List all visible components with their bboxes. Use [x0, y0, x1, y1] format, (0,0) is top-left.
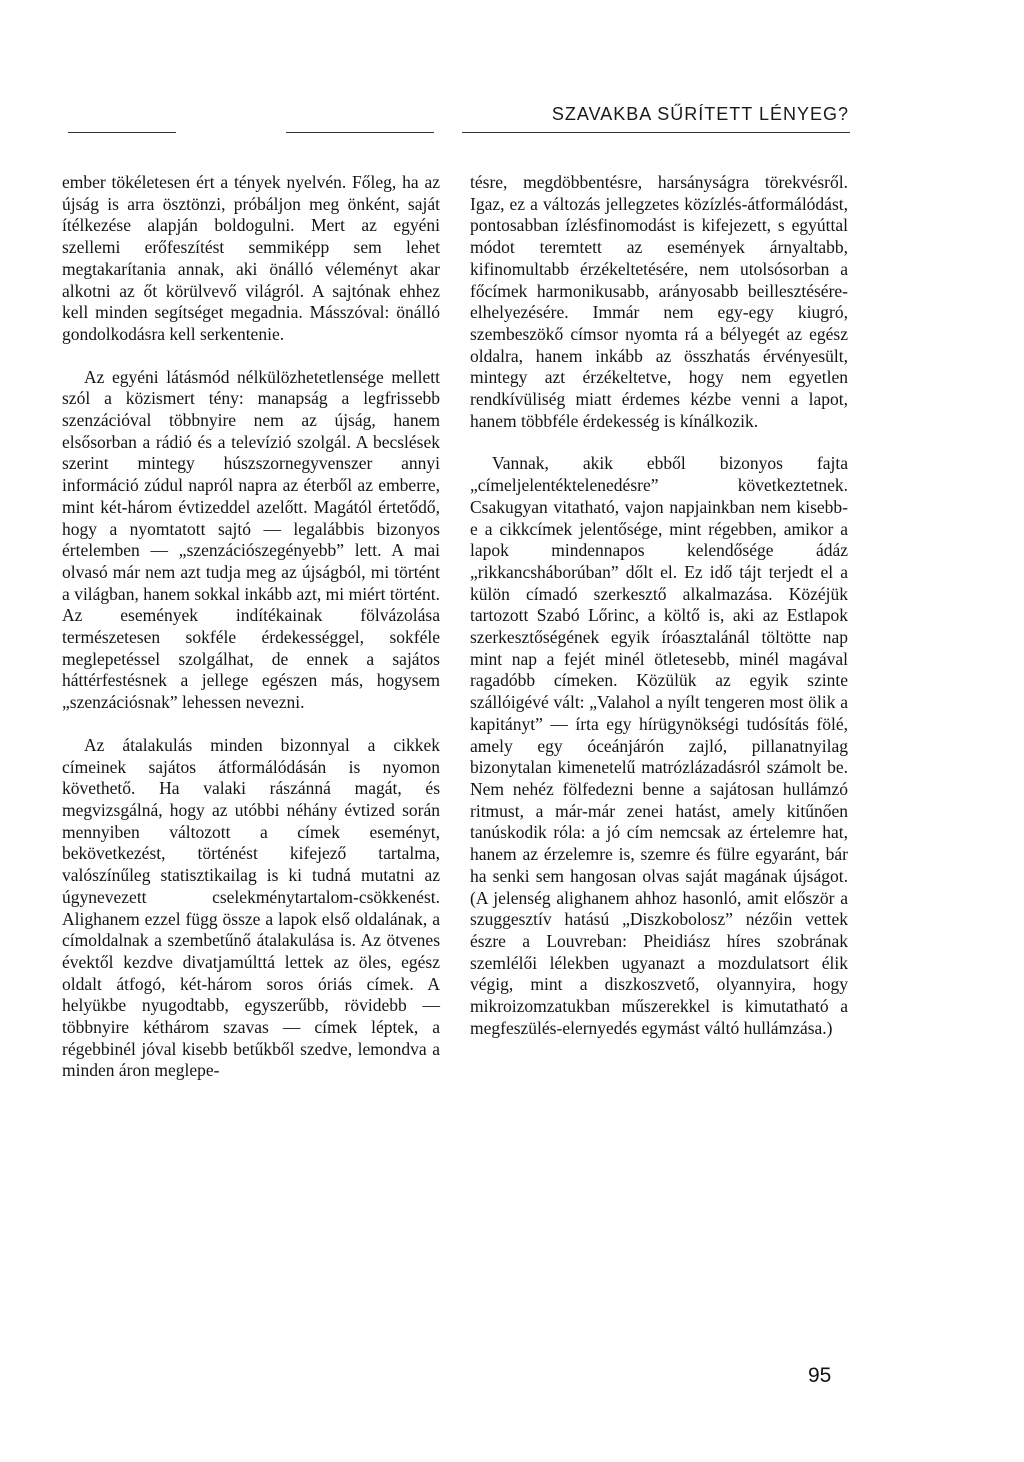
header-rule-segment: [68, 132, 176, 133]
right-text-column: [470, 172, 848, 1039]
paragraph: tésre, megdöbbentésre, harsányságra törekvésről. Igaz, ez a változás jellegzetes közízlés-átformálódást, pontosabban ízlésfinomodást is kifejezett, s egyúttal módot teremtett az események árnyaltabb, kifinomultabb érzékeltetésére, nem utolsósorban a főcímek harmonikusabb, arányosabb beillesztésére-elhelyezésére. Immár nem egy-egy kiugró, szembeszökő címsor nyomta rá a bélyegét az egész oldalra, hanem inkább az összhatás érvényesült, mintegy azt érzékeltetve, hogy nem egyetlen rendkívüliség miatt érdemes kézbe venni a lapot, hanem többféle érdekesség is kínálkozik.: [470, 172, 848, 431]
header-rule-segment: [462, 132, 850, 133]
paragraph: Az átalakulás minden bizonnyal a cikkek címeinek sajátos átformálódásán is nyomon követhető. Ha valaki rászánná magát, és megvizsgálná, hogy az utóbbi néhány évtized során mennyiben változott a címek eseményt, bekövetkezést, történést kifejező tartalma, valószínűleg statisztikailag is ki tudná mutatni az úgynevezett cselekménytartalom-csökkenést. Alighanem ezzel függ össze a lapok első oldalának, a címoldalnak a szembetűnő átalakulása is. Az ötvenes évektől kezdve divatjamúlttá lettek az öles, egész oldalt átfogó, két-három soros óriás címek. A helyükbe nyugodtabb, egyszerűbb, rövidebb — többnyire kéthárom szavas — címek léptek, a régebbinél jóval kisebb betűkből szedve, lemondva a minden áron meglepe-: [62, 734, 440, 1081]
page-number: 95: [808, 1364, 832, 1387]
left-text-column: [62, 172, 440, 1082]
paragraph: Az egyéni látásmód nélkülözhetetlensége mellett szól a közismert tény: manapság a legfrissebb szenzációval többnyire nem az újság, hanem elsősorban a rádió és a televízió szolgál. A becslések szerint mintegy húszszornegyvenszer annyi információ zúdul napról napra az éterből az emberre, mint két-három évtizeddel azelőtt. Magától értetődő, hogy a nyomtatott sajtó — legalábbis bizonyos értelemben — „szenzációszegényebb” lett. A mai olvasó már nem azt tudja meg az újságból, mi történt a világban, hanem sokkal inkább azt, mi miért történt. Az események indítékainak fölvázolása természetesen sokféle érdekességgel, sokféle meglepetéssel szolgálhat, de ennek a sajátos háttérfestésnek a jellege egészen más, hogysem „szenzációsnak” lehessen nevezni.: [62, 366, 440, 713]
running-title: SZAVAKBA SŰRÍTETT LÉNYEG?: [551, 104, 849, 124]
paragraph: Vannak, akik ebből bizonyos fajta „címeljelentéktelenedésre” következtetnek. Csakugyan vitatható, vajon napjainkban nem kisebb-e a cikkcímek jelentősége, mint régebben, amikor a lapok mindennapos kelendősége ádáz „rikkancsháborúban” dőlt el. Ez idő tájt terjedt el a külön címadó szerkesztő alkalmazása. Közéjük tartozott Szabó Lőrinc, a költő is, aki az Estlapok szerkesztőségének egyik íróasztalánál töltötte nap mint nap a fejét minél ötletesebb, minél magával ragadóbb címeken. Közülük az egyik szinte szállóigévé vált: „Valahol a nyílt tengeren most ölik a kapitányt” — írta egy hírügynökségi tudósítás fölé, amely egy óceánjárón zajló, pillanatnyilag bizonytalan kimenetelű matrózlázadásról számolt be. Nem nehéz fölfedezni benne a sajátosan hullámzó ritmust, a már-már zenei hatást, amely kitűnően tanúskodik róla: a jó cím nemcsak az értelemre hat, hanem az érzelemre is, szemre és fülre egyaránt, bár ha senki sem hangosan olvas saját magának újságot. (A jelenség alighanem ahhoz hasonló, amit először a szuggesztív hatású „Diszkobolosz” nézőin vettek észre a Louvreban: Pheidiász híres szobrának szemlélői lélekben ugyanazt a mozdulatsort élik végig, mint a diszkoszvető, olyannyira, hogy mikroizomzatukban műszerekkel is kimutatható a megfeszülés-elernyedés egymást váltó hullámzása.): [470, 453, 848, 1038]
page-header: [0, 102, 1024, 142]
header-rule-segment: [286, 132, 434, 133]
paragraph: ember tökéletesen ért a tények nyelvén. Főleg, ha az újság is arra ösztönzi, próbáljon meg önként, saját ítélkezése alapján boldogulni. Mert az egyéni szellemi erőfeszítést semmiképp sem lehet megtakarítania annak, aki önálló véleményt akar alkotni az őt körülvevő világról. A sajtónak ehhez kell minden segítséget megadnia. Másszóval: önálló gondolkodásra kell serkentenie.: [62, 172, 440, 344]
